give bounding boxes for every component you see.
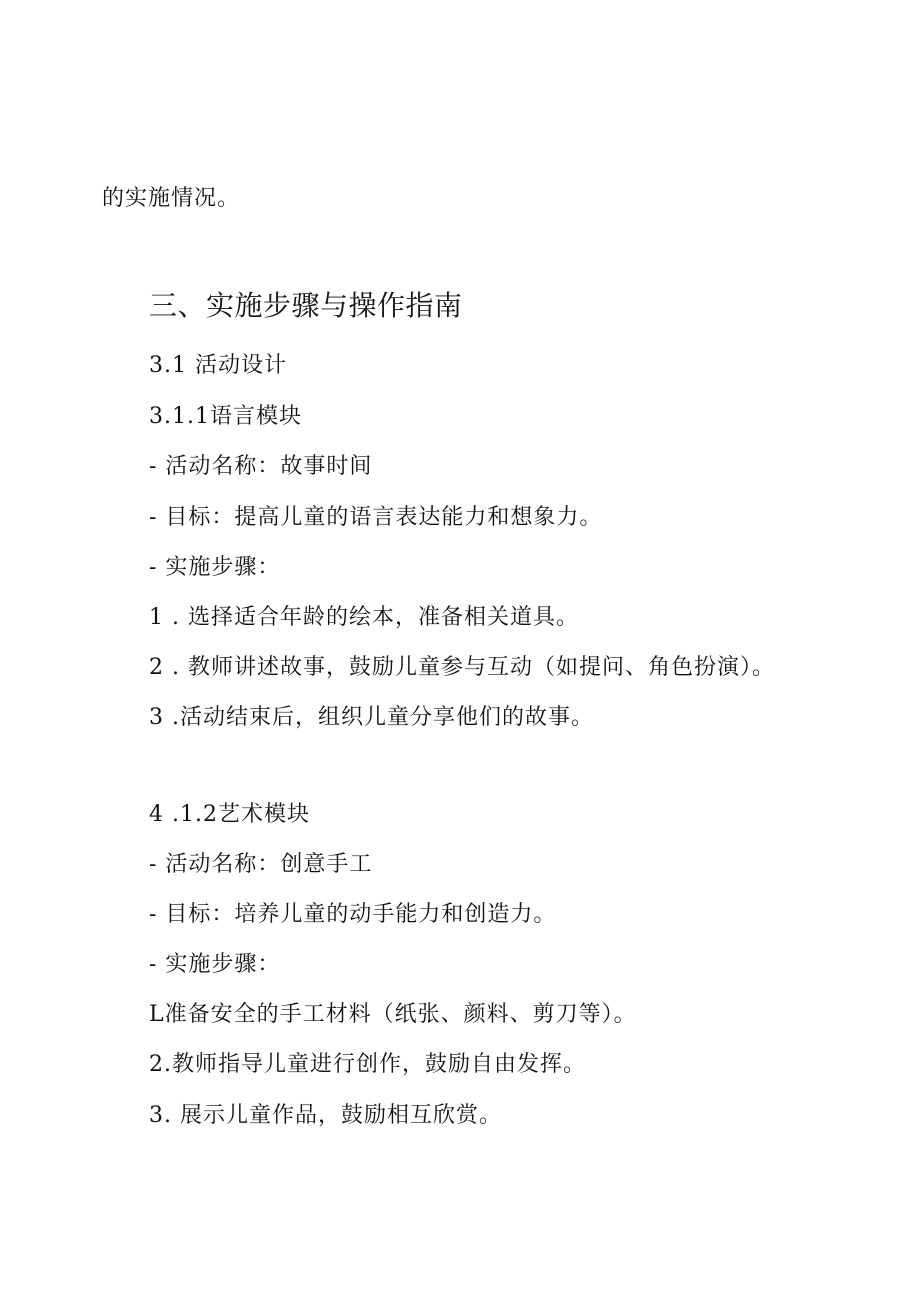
activity-goal: - 目标：提高儿童的语言表达能力和想象力。	[149, 505, 603, 530]
step-item: 1 . 选择适合年龄的绘本，准备相关道具。	[149, 605, 579, 630]
step-item: 2 . 教师讲述故事，鼓励儿童参与互动（如提问、角色扮演）。	[149, 655, 775, 680]
activity-name: - 活动名称：创意手工	[149, 852, 373, 877]
module-title: 3.1.1语言模块	[149, 404, 302, 429]
step-item: 2.教师指导儿童进行创作，鼓励自由发挥。	[149, 1052, 586, 1077]
activity-goal: - 目标：培养儿童的动手能力和创造力。	[149, 902, 557, 927]
steps-label: - 实施步骤：	[149, 555, 281, 580]
continuation-text: 的实施情况。	[102, 186, 241, 211]
step-item: L准备安全的手工材料（纸张、颜料、剪刀等）。	[149, 1002, 637, 1027]
step-item: 3. 展示儿童作品，鼓励相互欣赏。	[149, 1103, 502, 1128]
module-title: 4 .1.2艺术模块	[149, 802, 310, 827]
section-heading: 三、实施步骤与操作指南	[149, 289, 463, 322]
subsection-title: 3.1 活动设计	[149, 353, 287, 378]
activity-name: - 活动名称：故事时间	[149, 454, 373, 479]
steps-label: - 实施步骤：	[149, 952, 281, 977]
step-item: 3 .活动结束后，组织儿童分享他们的故事。	[149, 705, 594, 730]
